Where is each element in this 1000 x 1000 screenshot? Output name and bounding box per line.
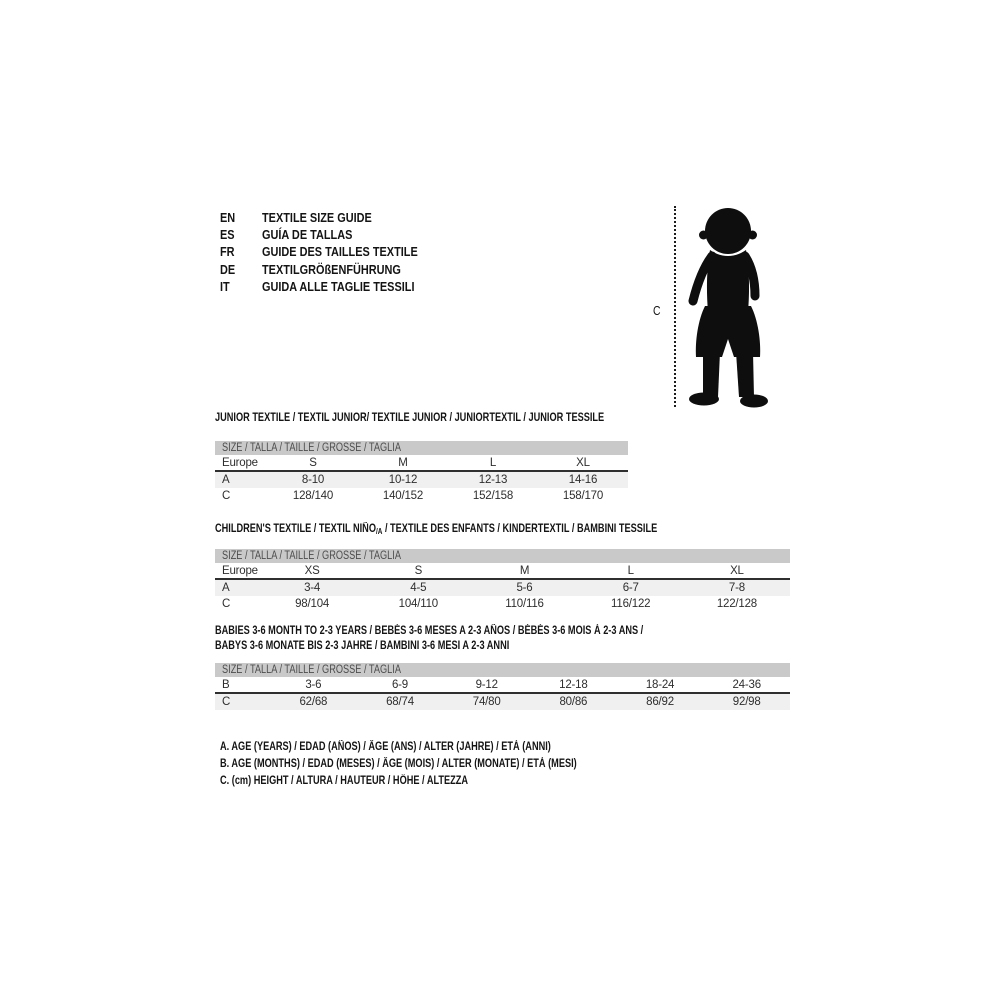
size-header-bar (215, 663, 790, 677)
age-cell: 12-18 (559, 679, 588, 691)
height-cell: 110/116 (505, 598, 544, 610)
children-size-table (215, 563, 790, 612)
height-cell: 80/86 (559, 696, 588, 708)
language-legend (220, 209, 447, 295)
size-header-label: SIZE / TALLA / TAILLE / GRÖSSE / TAGLIA (222, 442, 401, 454)
height-cell: 104/110 (398, 598, 438, 610)
row-label: Europe (222, 457, 258, 469)
age-cell: 8-10 (301, 474, 325, 486)
language-title: TEXTILE SIZE GUIDE (262, 210, 372, 225)
row-label: C (222, 598, 231, 610)
height-cell: 92/98 (732, 696, 761, 708)
language-title: TEXTILGRÖßENFÜHRUNG (262, 261, 401, 277)
age-cell: 6-9 (391, 679, 409, 691)
table-row (215, 580, 790, 596)
height-cell: 98/104 (295, 598, 330, 610)
table-row (215, 455, 628, 472)
footnote-age-years: A. AGE (YEARS) / EDAD (AÑOS) / ÂGE (ANS) / ALTER (JAHRE) / ETÀ (ANNI) (220, 741, 551, 753)
language-code: FR (220, 244, 235, 260)
height-cell: 68/74 (386, 696, 414, 708)
section-title: JUNIOR TEXTILE / TEXTIL JUNIOR/ TEXTILE JUNIOR / JUNIORTEXTIL / JUNIOR TESSILE (215, 412, 605, 424)
table-row (215, 596, 790, 612)
age-cell: 7-8 (728, 582, 745, 594)
size-cell: M (519, 565, 530, 577)
size-header-label: SIZE / TALLA / TAILLE / GRÖSSE / TAGLIA (222, 664, 401, 676)
age-cell: 18-24 (645, 679, 675, 691)
babies-size-table (215, 677, 790, 710)
row-label: A (222, 474, 230, 486)
language-title: GUIDE DES TAILLES TEXTILE (262, 244, 418, 260)
section-title-line1: BABIES 3-6 MONTH TO 2-3 YEARS / BEBÉS 3-6 MESES A 2-3 AÑOS / BÉBÉS 3-6 MOIS À 2-3 ANS / (215, 625, 644, 637)
table-row (215, 488, 628, 504)
language-row-en (220, 209, 447, 226)
section-title: CHILDREN'S TEXTILE / TEXTIL $NIÑO_{/A}$ / TEXTILE DES ENFANTS / KINDERTEXTIL / BAMBINI TESSILE (215, 523, 658, 536)
language-code: IT (220, 278, 230, 294)
footnote-age-months: B. AGE (MONTHS) / EDAD (MESES) / ÂGE (MOIS) / ALTER (MONATE) / ETÀ (MESI) (220, 758, 577, 770)
language-code: ES (220, 227, 235, 243)
size-cell: XL (730, 565, 744, 577)
size-header-label: SIZE / TALLA / TAILLE / GRÖSSE / TAGLIA (222, 550, 401, 562)
language-row-it (220, 278, 447, 295)
age-cell: 14-16 (568, 474, 598, 486)
height-cell: 74/80 (472, 696, 501, 708)
age-cell: 3-4 (304, 582, 321, 594)
height-cell: 152/158 (472, 490, 514, 502)
age-cell: 9-12 (475, 679, 498, 691)
height-measure-dashed-line (674, 206, 676, 407)
language-row-es (220, 226, 447, 243)
language-title: GUIDA ALLE TAGLIE TESSILI (262, 278, 415, 294)
footnote-height-cm: C. (cm) HEIGHT / ALTURA / HAUTEUR / HÖHE / ALTEZZA (220, 775, 469, 787)
height-cell: 128/140 (292, 490, 334, 502)
size-cell: L (489, 457, 497, 469)
junior-size-table (215, 455, 628, 504)
row-label: C (222, 490, 231, 502)
language-title: GUÍA DE TALLAS (262, 227, 353, 243)
size-cell: S (309, 457, 317, 469)
row-label: Europe (222, 565, 258, 577)
language-row-fr (220, 243, 447, 260)
section-title-line2: BABYS 3-6 MONATE BIS 2-3 JAHRE / BAMBINI 3-6 MESI A 2-3 ANNI (215, 640, 510, 652)
size-cell: XL (576, 457, 590, 469)
age-cell: 6-7 (622, 582, 639, 594)
age-cell: 3-6 (305, 679, 322, 691)
language-code: EN (220, 210, 236, 225)
table-row (215, 472, 628, 488)
height-cell: 62/68 (299, 696, 328, 708)
size-cell: S (414, 565, 423, 577)
language-row-de (220, 261, 447, 278)
row-label: A (222, 582, 230, 594)
age-cell: 24-36 (732, 679, 761, 691)
table-row (215, 694, 790, 710)
size-header-bar (215, 441, 628, 455)
row-label: B (222, 679, 230, 691)
size-cell: M (398, 457, 408, 469)
legend-footnotes (220, 739, 666, 790)
junior-textile-section (215, 411, 628, 504)
height-cell: 158/170 (562, 490, 604, 502)
height-cell: 140/152 (382, 490, 424, 502)
height-cell: 116/122 (611, 598, 651, 610)
age-cell: 4-5 (410, 582, 427, 594)
height-cell: 122/128 (716, 598, 757, 610)
children-textile-section (215, 522, 790, 612)
toddler-silhouette-icon (679, 204, 773, 414)
language-code: DE (220, 261, 236, 277)
size-cell: L (627, 565, 634, 577)
age-cell: 10-12 (388, 474, 418, 486)
age-cell: 5-6 (516, 582, 533, 594)
row-label: C (222, 696, 231, 708)
size-header-bar (215, 549, 790, 563)
table-row (215, 563, 790, 580)
height-measure-label: C (653, 303, 661, 318)
babies-textile-section (215, 624, 790, 710)
size-cell: XS (304, 565, 320, 577)
title-subscript: /A (375, 527, 383, 536)
height-cell: 86/92 (646, 696, 674, 708)
table-row (215, 677, 790, 694)
age-cell: 12-13 (478, 474, 508, 486)
